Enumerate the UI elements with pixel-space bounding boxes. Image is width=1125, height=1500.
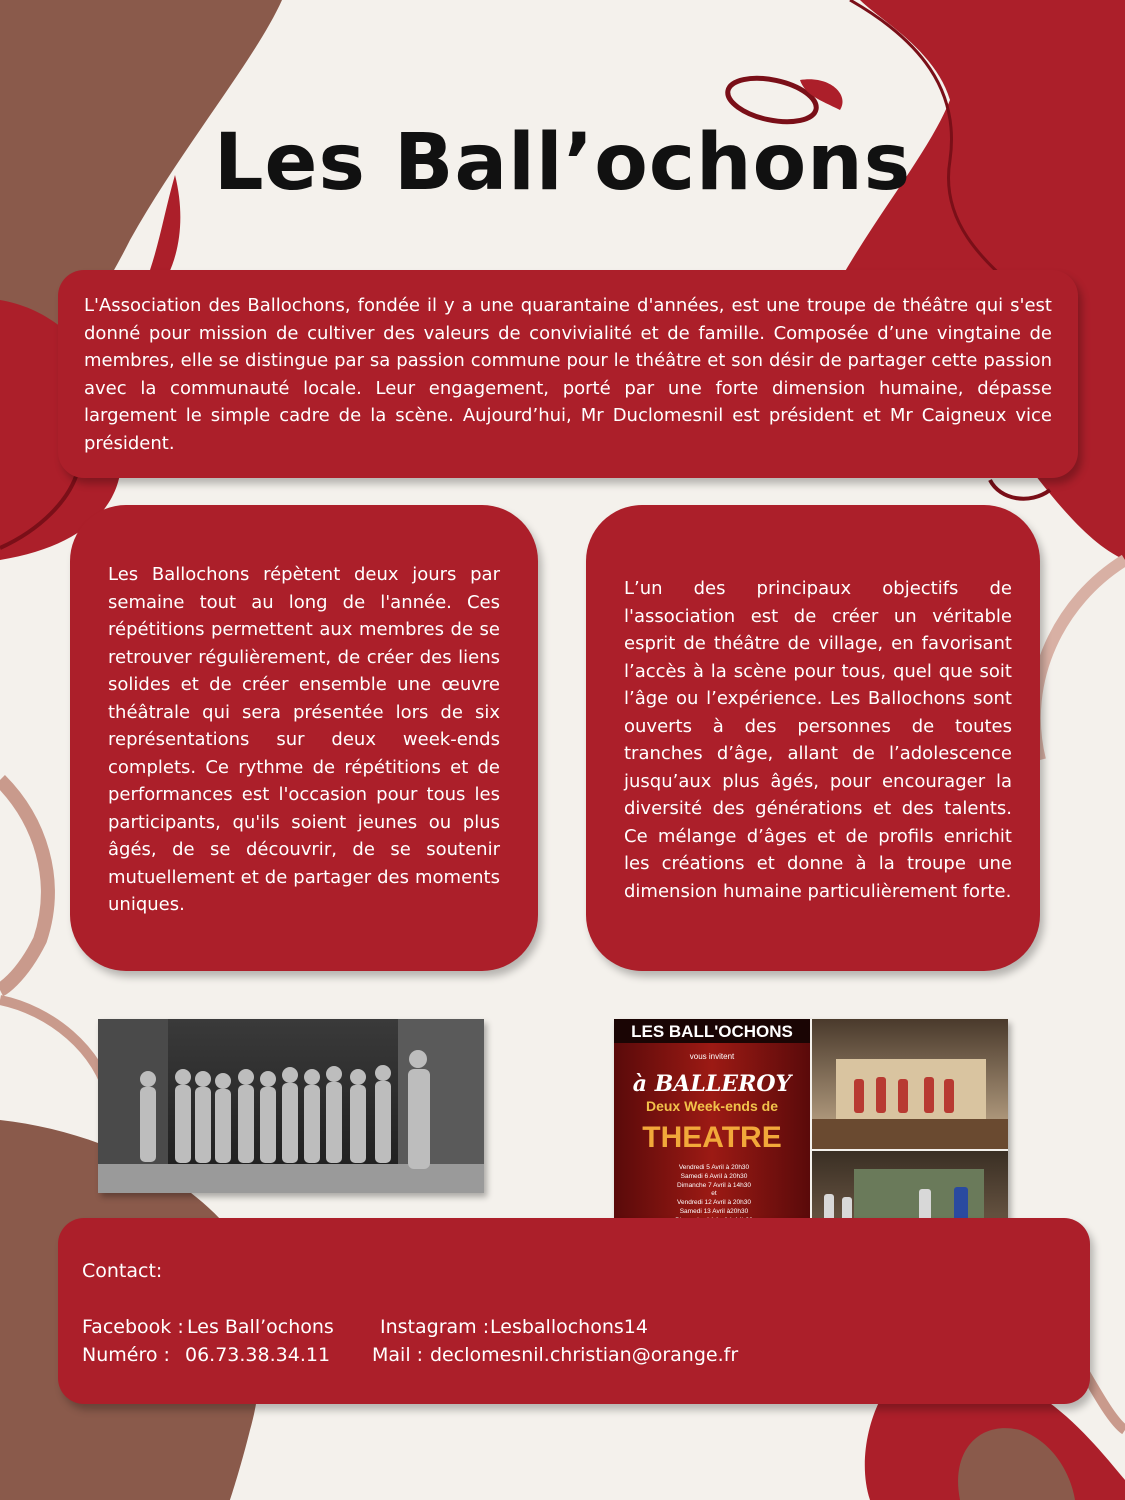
poster-date: Vendredi 12 Avril à 20h30 <box>677 1199 751 1206</box>
contact-heading: Contact: <box>82 1260 163 1282</box>
poster-date: Dimanche 7 Avril à 14h30 <box>677 1182 751 1189</box>
poster-date: Samedi 13 Avril à20h30 <box>679 1208 749 1215</box>
facebook-link[interactable]: Les Ball’ochons <box>187 1316 334 1338</box>
poster-date: Samedi 6 Avril à 20h30 <box>680 1173 748 1180</box>
phone-value[interactable]: 06.73.38.34.11 <box>185 1344 331 1366</box>
contact-panel <box>58 1218 1090 1404</box>
intro-panel <box>58 270 1078 478</box>
rehearsal-panel <box>70 505 538 971</box>
rehearsal-text: Les Ballochons répètent deux jours par semaine tout au long de l'année. Ces répétitions permettent aux membres de se retrouver régulièrement, de créer des liens solides et de créer ensemble une œuvre théâtrale qui sera présentée lors de six représentations sur deux week-ends complets. Ce rythme de répétitions et de performances est l'occasion pour tous les participants, qu'ils soient jeunes ou plus âgés, de se découvrir, de se soutenir mutuellement et de partager des moments uniques. <box>108 564 500 915</box>
phone-label: Numéro : <box>82 1344 170 1366</box>
instagram-link[interactable]: Lesballochons14 <box>490 1316 648 1338</box>
poster-date: Vendredi 5 Avril à 20h30 <box>678 1164 750 1171</box>
poster-title: LES BALL'OCHONS <box>631 1022 793 1041</box>
poster-date: et <box>711 1190 717 1197</box>
objectives-panel <box>586 505 1040 971</box>
intro-text: L'Association des Ballochons, fondée il y a une quarantaine d'années, est une troupe de théâtre qui s'est donné pour mission de cultiver des valeurs de convivialité et de famille. Composée d’une vingtaine de membres, elle se distingue par sa passion commune pour le théâtre et son désir de partager cette passion avec la communauté locale. Leur engagement, porté par une forte dimension humaine, dépasse largement le simple cadre de la scène. Aujourd’hui, Mr Duclomesnil est président et Mr Caigneux vice président. <box>84 295 1052 454</box>
poster-invite: vous invitent <box>689 1052 735 1061</box>
poster-subtitle: Deux Week-ends de <box>645 1098 779 1114</box>
poster-place: à BALLEROY <box>632 1071 792 1097</box>
poster-headline: THEATRE <box>642 1121 782 1154</box>
instagram-label: Instagram : <box>380 1316 490 1338</box>
mail-label: Mail : <box>372 1344 424 1366</box>
mail-link[interactable]: declomesnil.christian@orange.fr <box>430 1344 739 1366</box>
page-title: Les Ball’ochons <box>213 118 912 208</box>
troupe-photo <box>98 1019 484 1193</box>
objectives-text: L’un des principaux objectifs de l'association est de créer un véritable esprit de théâtre de village, en favorisant l’accès à la scène pour tous, quel que soit l’âge ou l’expérience. Les Ballochons sont ouverts à des personnes de toutes tranches d’âge, allant de l’adolescence jusqu’aux plus âgés, pour encourager la diversité des générations et des talents. Ce mélange d’âges et de profils enrichit les créations et donne à la troupe une dimension humaine particulièrement forte. <box>624 578 1012 902</box>
facebook-label: Facebook : <box>82 1316 184 1338</box>
